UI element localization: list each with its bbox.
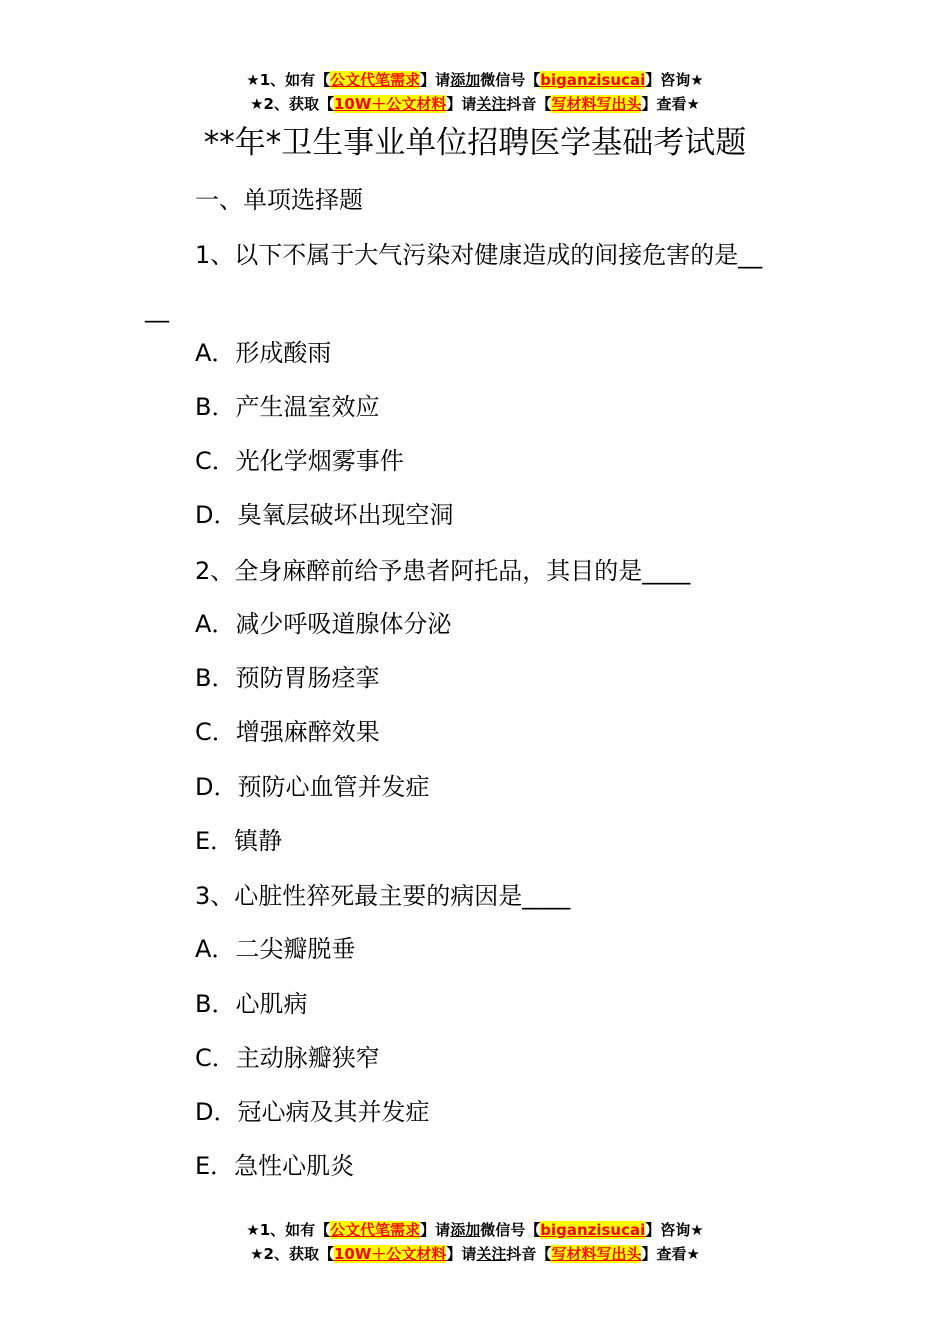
banner-text: ★2、获取【	[250, 95, 334, 113]
banner-line-1	[0, 68, 950, 92]
answer-option: B．预防胃肠痉挛	[195, 664, 380, 692]
banner-underline: 添加	[450, 71, 481, 89]
banner-text: 】查看★	[641, 1245, 700, 1263]
banner-text: 】请	[446, 95, 477, 113]
banner-highlight: 写材料写出头	[551, 1245, 642, 1263]
banner-line-2	[0, 1242, 950, 1266]
banner-text: ★2、获取【	[250, 1245, 334, 1263]
banner-highlight: 10W＋公文材料	[333, 95, 447, 113]
banner-underline: 添加	[450, 1221, 481, 1239]
banner-text: 】咨询★	[645, 71, 704, 89]
banner-highlight: 写材料写出头	[551, 95, 642, 113]
banner-highlight: biganzisucai	[540, 1221, 646, 1239]
banner-text: ★1、如有【	[246, 1221, 331, 1239]
section-heading: 一、单项选择题	[195, 186, 363, 214]
banner-text: ★1、如有【	[246, 71, 331, 89]
answer-option: C．主动脉瓣狭窄	[195, 1044, 380, 1072]
banner-line-2	[0, 92, 950, 116]
banner-highlight: biganzisucai	[540, 71, 646, 89]
banner-highlight: 10W＋公文材料	[333, 1245, 447, 1263]
answer-option: D．臭氧层破坏出现空洞	[195, 501, 454, 529]
answer-option: B．产生温室效应	[195, 393, 380, 421]
question-stem: 3、心脏性猝死最主要的病因是____	[195, 882, 571, 910]
banner-highlight: 公文代笔需求	[330, 1221, 421, 1239]
banner-text: 】请	[446, 1245, 477, 1263]
banner-underline: 关注	[476, 1245, 507, 1263]
banner-text: 微信号【	[480, 1221, 541, 1239]
question-stem: 2、全身麻醉前给予患者阿托品，其目的是____	[195, 557, 691, 585]
answer-option: E．急性心肌炎	[195, 1152, 355, 1180]
banner-text: 】咨询★	[645, 1221, 704, 1239]
top-banner	[0, 68, 950, 116]
answer-option: C．增强麻醉效果	[195, 718, 380, 746]
banner-text: 抖音【	[506, 1245, 552, 1263]
question-stem: 1、以下不属于大气污染对健康造成的间接危害的是__	[195, 241, 763, 269]
banner-line-1	[0, 1218, 950, 1242]
answer-option: A．减少呼吸道腺体分泌	[195, 610, 452, 638]
banner-highlight: 公文代笔需求	[330, 71, 421, 89]
answer-option: D．冠心病及其并发症	[195, 1098, 430, 1126]
bottom-banner	[0, 1218, 950, 1266]
answer-option: C．光化学烟雾事件	[195, 447, 404, 475]
answer-option: B．心肌病	[195, 990, 308, 1018]
banner-text: 】请	[420, 71, 451, 89]
answer-option: D．预防心血管并发症	[195, 773, 430, 801]
banner-text: 微信号【	[480, 71, 541, 89]
banner-text: 】请	[420, 1221, 451, 1239]
answer-option: A．形成酸雨	[195, 339, 332, 367]
answer-option: A．二尖瓣脱垂	[195, 935, 356, 963]
banner-text: 】查看★	[641, 95, 700, 113]
answer-option: E．镇静	[195, 827, 283, 855]
page-title: **年*卫生事业单位招聘医学基础考试题	[203, 125, 747, 161]
banner-text: 抖音【	[506, 95, 552, 113]
banner-underline: 关注	[476, 95, 507, 113]
question-stem-continuation: __	[145, 295, 169, 323]
